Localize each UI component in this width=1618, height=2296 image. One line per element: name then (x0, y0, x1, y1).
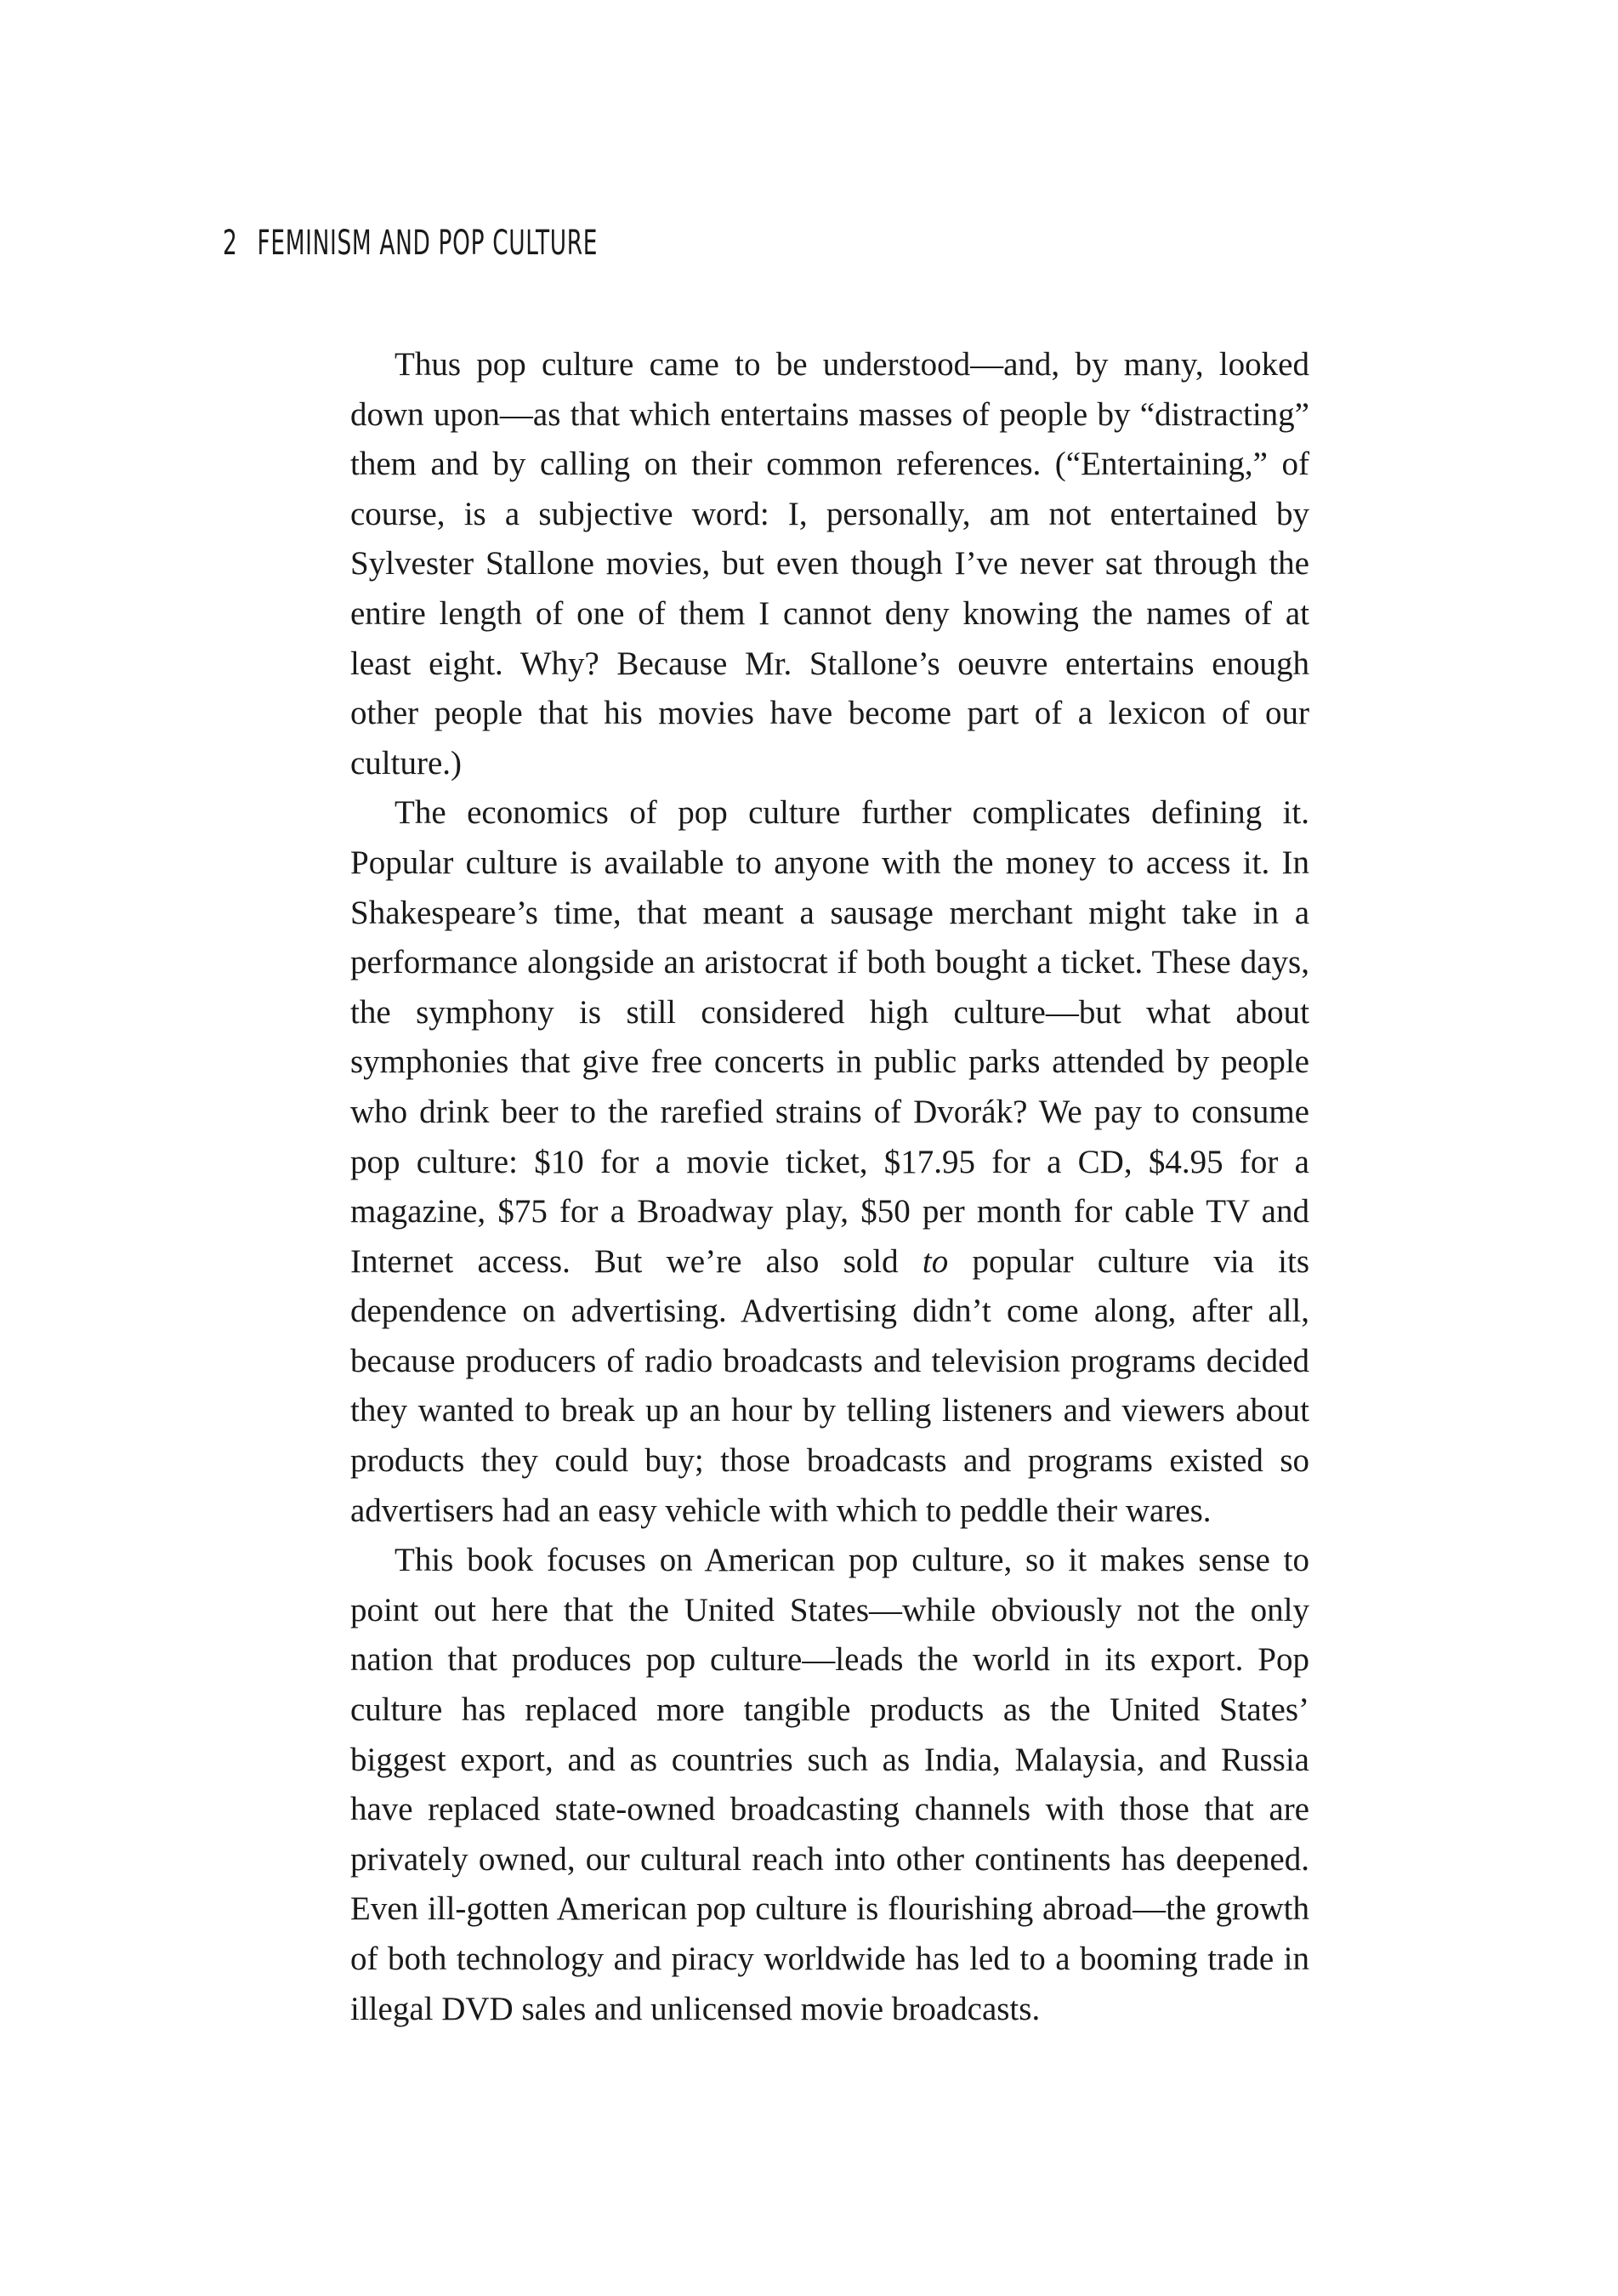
paragraph-2-emphasis: to (922, 1242, 949, 1280)
paragraph-2 (350, 788, 1309, 1536)
paragraph-2-part-1: The economics of pop culture further complicates defining it. Popular culture is available to anyone with the money to access it. In Shakespeare’s time, that meant a sausage merchant might take in a performance alongside an aristocrat if both bought a ticket. These days, the symphony is still considered high culture—but what about symphonies that give free concerts in public parks attended by people who drink beer to the rarefied strains of Dvorák? We pay to consume pop culture: $10 for a movie ticket, $17.95 for a CD, $4.95 for a magazine, $75 for a Broadway play, $50 per month for cable TV and Internet access. But we’re also sold (350, 794, 1309, 1280)
body-text (350, 340, 1309, 2034)
paragraph-3: This book focuses on American pop culture, so it makes sense to point out here that the United States—while obviously not the only nation that produces pop culture—leads the world in its export. Pop culture has replaced more tangible products as the United States’ biggest export, and as countries such as India, Malaysia, and Russia have replaced state-owned broadcasting channels with those that are privately owned, our cultural reach into other continents has deepened. Even ill-gotten American pop culture is flourishing abroad—the growth of both technology and piracy worldwide has led to a booming trade in illegal DVD sales and unlicensed movie broadcasts. (350, 1542, 1309, 2027)
running-head (223, 223, 598, 264)
paragraph-1: Thus pop culture came to be understood—and, by many, looked down upon—as that which entertains masses of people by “distracting” them and by calling on their common references. (“Entertaining,” of course, is a subjective word: I, personally, am not entertained by Sylvester Stallone movies, but even though I’ve never sat through the entire length of one of them I cannot deny knowing the names of at least eight. Why? Because Mr. Stallone’s oeuvre entertains enough other people that his movies have become part of a lexicon of our culture.) (350, 346, 1309, 781)
running-head-title: FEMINISM AND POP CULTURE (257, 224, 599, 263)
page-number: 2 (223, 224, 237, 263)
paragraph-2-part-2: popular culture via its dependence on advertising. Advertising didn’t come along, after all, because producers of radio broadcasts and television programs decided they wanted to break up an hour by telling listeners and viewers about products they could buy; those broadcasts and programs existed so advertisers had an easy vehicle with which to peddle their wares. (350, 1242, 1309, 1529)
